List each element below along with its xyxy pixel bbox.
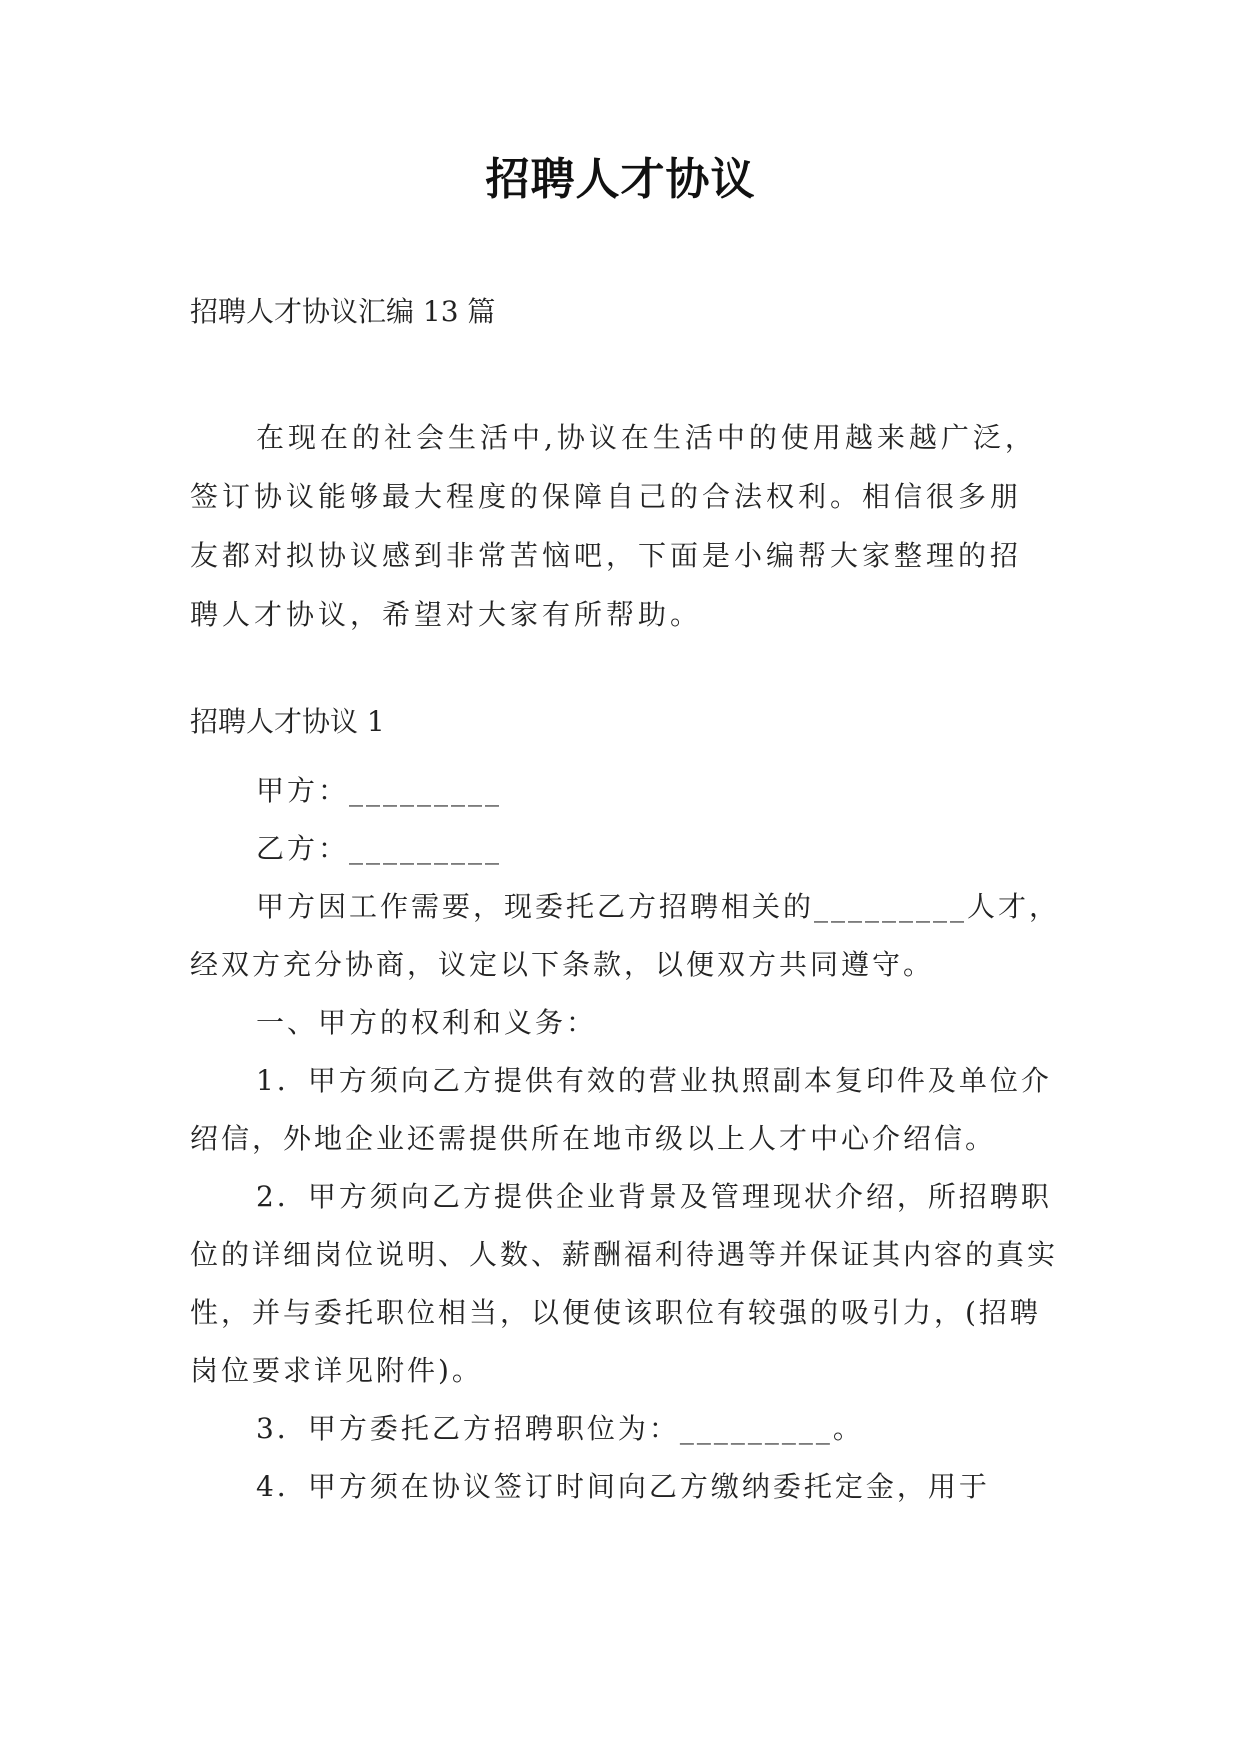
party-a-line: 甲方：_________ xyxy=(256,774,503,807)
agreement-body xyxy=(190,762,1065,1516)
section-heading: 招聘人才协议 1 xyxy=(190,705,385,738)
intro-paragraph: 在现在的社会生活中,协议在生活中的使用越来越广泛，签订协议能够最大程度的保障自己的合法权利。相信很多朋友都对拟协议感到非常苦恼吧，下面是小编帮大家整理的招聘人才协议，希望对大家有所帮助。 xyxy=(190,421,1037,631)
document-subtitle: 招聘人才协议汇编 13 篇 xyxy=(190,295,496,328)
clause-1: 1．甲方须向乙方提供有效的营业执照副本复印件及单位介绍信，外地企业还需提供所在地市级以上人才中心介绍信。 xyxy=(190,1064,1052,1155)
document-title: 招聘人才协议 xyxy=(485,154,756,205)
clause-3: 3．甲方委托乙方招聘职位为：_________。 xyxy=(256,1412,864,1445)
clause-2: 2．甲方须向乙方提供企业背景及管理现状介绍，所招聘职位的详细岗位说明、人数、薪酬福利待遇等并保证其内容的真实性，并与委托职位相当，以便使该职位有较强的吸引力，(招聘岗位要求详见附件)。 xyxy=(190,1180,1059,1387)
purpose-paragraph: 甲方因工作需要，现委托乙方招聘相关的_________人才，经双方充分协商，议定以下条款，以便双方共同遵守。 xyxy=(190,890,1061,981)
party-b-line: 乙方：_________ xyxy=(256,832,503,865)
clause-4: 4．甲方须在协议签订时间向乙方缴纳委托定金，用于 xyxy=(256,1470,990,1503)
clause-heading-party-a: 一、甲方的权利和义务： xyxy=(256,1006,598,1039)
